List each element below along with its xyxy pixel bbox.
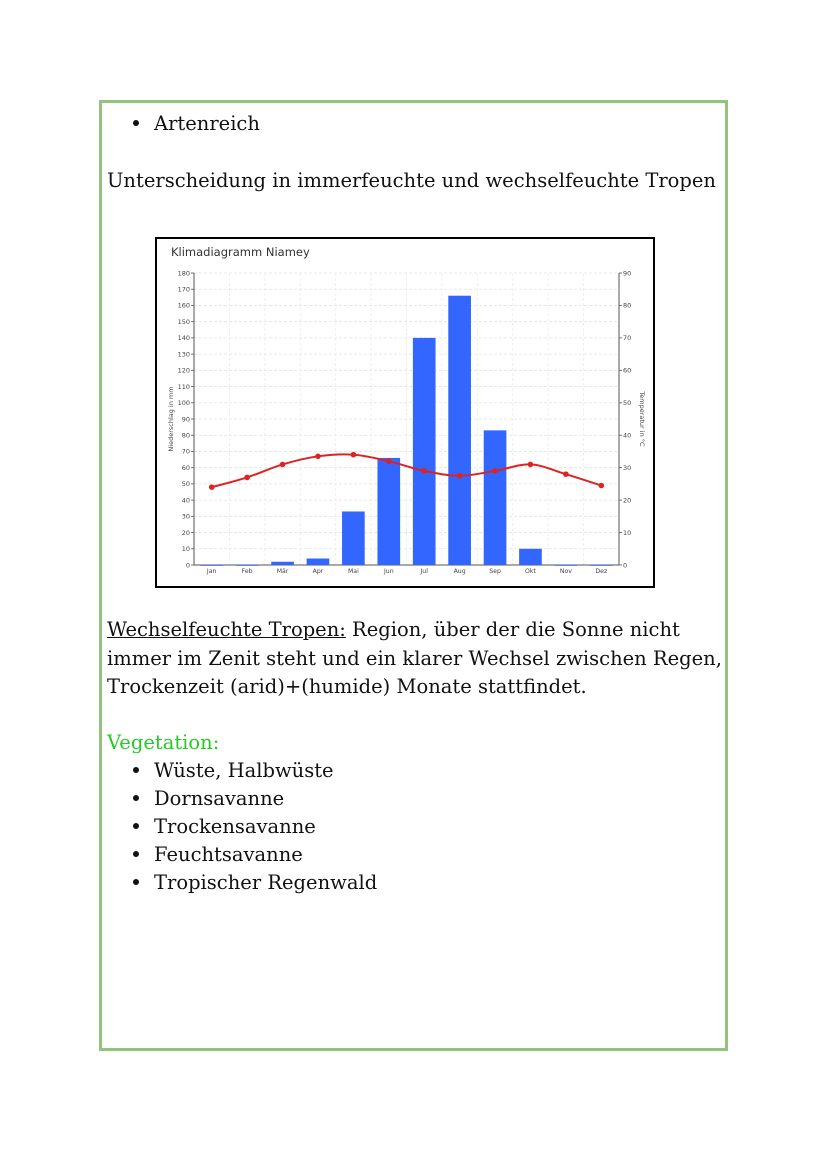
y-tick-label: 160: [177, 301, 190, 310]
x-tick-label: Nov: [559, 568, 572, 575]
definition-paragraph: [107, 616, 680, 644]
bar: [307, 559, 330, 565]
list-item-label: Trockensavanne: [154, 815, 316, 838]
climate-chart-svg: [157, 239, 653, 586]
bullet-icon: [133, 823, 139, 829]
intro-paragraph: Unterscheidung in immerfeuchte und wechselfeuchte Tropen: [107, 169, 716, 192]
y-tick-label: 40: [181, 496, 190, 505]
chart-title: Klimadiagramm Niamey: [171, 245, 310, 259]
temperature-point: [598, 483, 604, 489]
y-tick-label-right: 60: [623, 366, 632, 375]
bullet-icon: [133, 767, 139, 773]
bullet-icon: [133, 795, 139, 801]
temperature-point: [386, 458, 392, 464]
y-axis-label: Niederschlag in mm: [167, 386, 175, 452]
bar: [590, 565, 613, 566]
bar: [377, 458, 400, 565]
bar: [342, 511, 365, 565]
bar: [519, 549, 542, 565]
y-tick-label-right: 0: [623, 561, 628, 570]
x-tick-label: Apr: [312, 568, 324, 575]
x-tick-label: Feb: [241, 568, 253, 575]
temperature-point: [457, 473, 463, 479]
temperature-point: [315, 454, 321, 460]
y-tick-label: 10: [181, 545, 190, 554]
y-tick-label: 50: [181, 480, 190, 489]
y-tick-label: 90: [181, 415, 190, 424]
x-tick-label: Aug: [453, 568, 466, 575]
temperature-point: [563, 471, 569, 477]
definition-line-3: Trockenzeit (arid)+(humide) Monate stattfindet.: [107, 675, 587, 698]
temperature-point: [280, 462, 286, 468]
list-item-label: Tropischer Regenwald: [154, 871, 378, 894]
list-item: [133, 785, 284, 813]
list-item: [133, 841, 303, 869]
temperature-point: [209, 484, 215, 490]
bar: [413, 338, 436, 565]
y-tick-label-right: 10: [623, 528, 632, 537]
temperature-point: [421, 468, 427, 474]
bullet-icon: [133, 851, 139, 857]
bullet-icon: [133, 879, 139, 885]
list-item: [133, 757, 334, 785]
y-tick-label: 0: [185, 561, 190, 570]
list-item-label: Artenreich: [154, 112, 260, 135]
list-item-label: Dornsavanne: [154, 787, 285, 810]
x-tick-label: Jun: [383, 568, 394, 575]
y-tick-label: 120: [177, 366, 190, 375]
temperature-point: [244, 475, 250, 481]
temperature-point: [351, 452, 357, 458]
y-tick-label-right: 50: [623, 399, 632, 408]
x-tick-label: Jan: [206, 568, 217, 575]
y-tick-label-right: 20: [623, 496, 632, 505]
bar: [271, 562, 294, 565]
bar: [448, 296, 471, 565]
y-tick-label: 110: [177, 382, 190, 391]
bullet-icon: [133, 120, 139, 126]
y-tick-label: 180: [177, 269, 190, 278]
y-tick-label-right: 30: [623, 463, 632, 472]
bar: [236, 565, 259, 566]
x-tick-label: Okt: [525, 568, 536, 575]
y-tick-label: 100: [177, 399, 190, 408]
definition-line-2: immer im Zenit steht und ein klarer Wechsel zwischen Regen,: [107, 647, 722, 670]
list-item: [133, 813, 316, 841]
x-tick-label: Jul: [420, 568, 428, 575]
y-tick-label: 130: [177, 350, 190, 359]
list-item: [133, 869, 377, 897]
y-tick-label: 150: [177, 317, 190, 326]
y-tick-label: 60: [181, 463, 190, 472]
y-tick-label-right: 70: [623, 334, 632, 343]
definition-text: Region, über der die Sonne nicht: [345, 618, 680, 641]
list-item-label: Wüste, Halbwüste: [154, 759, 334, 782]
y-tick-label: 30: [181, 512, 190, 521]
temperature-point: [528, 462, 534, 468]
y-axis-label-right: Temperatur in °C: [638, 391, 646, 447]
vegetation-heading: Vegetation:: [107, 731, 220, 754]
y-tick-label: 20: [181, 528, 190, 537]
y-tick-label-right: 40: [623, 431, 632, 440]
x-tick-label: Sep: [489, 568, 501, 575]
bar: [484, 430, 507, 565]
temperature-point: [492, 468, 498, 474]
definition-term: Wechselfeuchte Tropen:: [107, 618, 346, 641]
y-tick-label: 70: [181, 447, 190, 456]
x-tick-label: Mär: [276, 568, 289, 575]
y-tick-label: 80: [181, 431, 190, 440]
x-tick-label: Dez: [595, 568, 608, 575]
y-tick-label: 170: [177, 285, 190, 294]
bar: [200, 565, 223, 566]
bar: [555, 565, 578, 566]
list-item-label: Feuchtsavanne: [154, 843, 303, 866]
y-tick-label-right: 80: [623, 301, 632, 310]
y-tick-label: 140: [177, 334, 190, 343]
climate-chart: [155, 237, 655, 588]
list-item: [133, 110, 260, 138]
x-tick-label: Mai: [347, 568, 359, 575]
y-tick-label-right: 90: [623, 269, 632, 278]
